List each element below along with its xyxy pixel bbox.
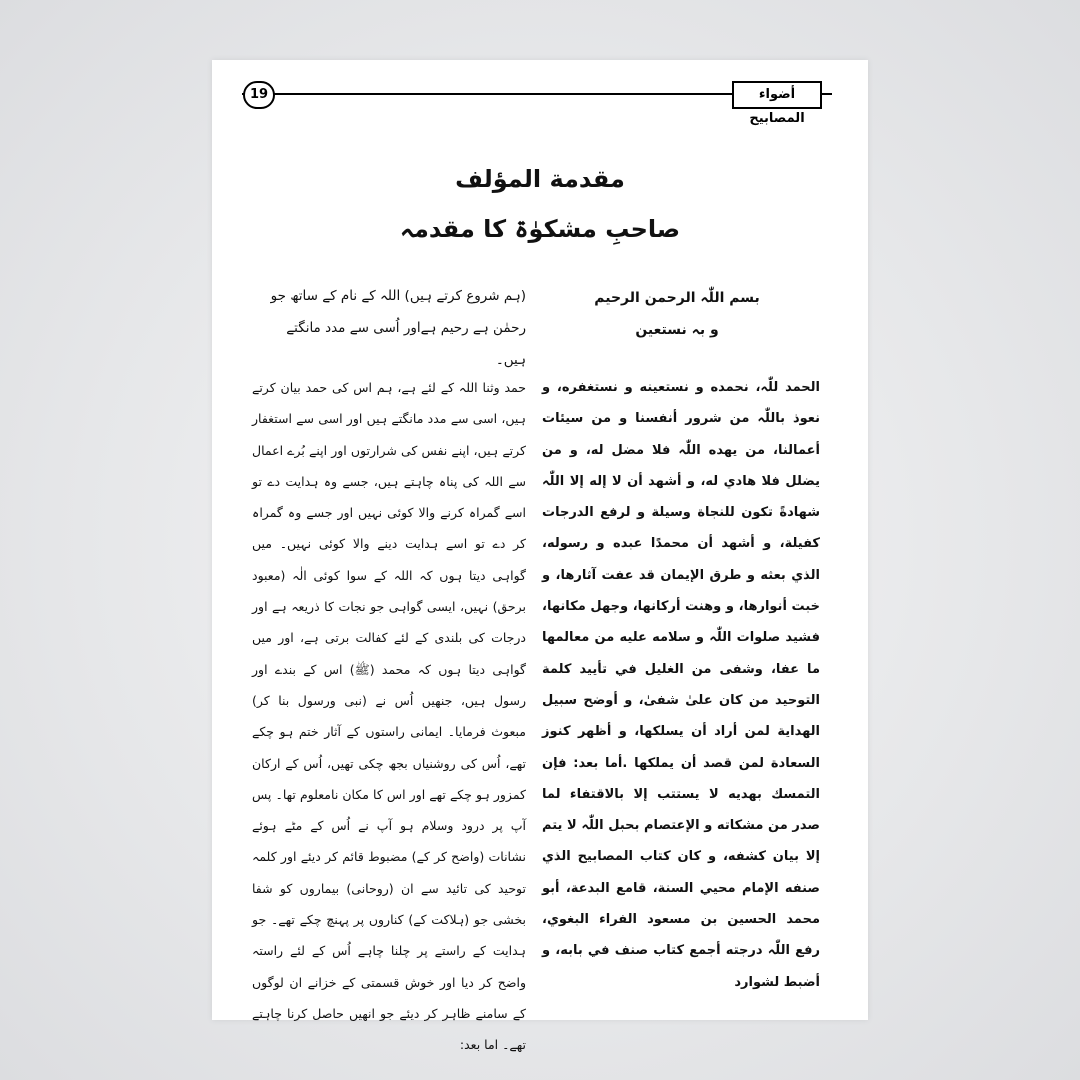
urdu-basmala-translation: (ہم شروع کرتے ہیں) اللہ کے نام کے ساتھ جو رحمٰن ہے رحیم ہےاور اُسی سے مدد مانگتے ہیں۔ xyxy=(270,288,526,368)
arabic-chapter-title: مقدمة المؤلف xyxy=(455,165,625,193)
basmala-block xyxy=(542,282,812,346)
arabic-paragraph: الحمد للّٰہ، نحمده و نستعینه و نستغفره، و نعوذ باللّٰہ من شرور أنفسنا و من سیئات أعمالنا، من یهده اللّٰہ فلا مضل له، و من یضلل فلا هادي له، و أشهد أن لا إله إلا اللّٰہ شهادةً تکون للنجاة وسیلة و لرفع الدرجات کفیلة، و أشهد أن محمدًا عبده و رسوله، الذي بعثه و طرق الإیمان قد عفت آثارها، و خبت أنوارها، و وهنت أرکانها، وجهل مکانها، فشید صلوات اللّٰہ و سلامه علیه من معالمها ما عفا، وشفی من الغلیل في تأیید کلمة التوحید من کان علیٰ شفیٰ، و أوضح سبیل الهدایة لمن أراد أن یسلکها، و أظهر کنوز السعادة لمن قصد أن یملکها .أما بعد: فإن التمسك بهدیه لا یستتب إلا بالاقتفاء لما صدر من مشکاته و الإعتصام بحبل اللّٰہ لا یتم إلا بیان کشفه، و کان کتاب المصابیح الذي صنفه الإمام محیي السنة، قامع البدعة، أبو محمد الحسین بن مسعود الفراء البغوي، رفع اللّٰہ درجته أجمع کتاب صنف في بابه، و أضبط لشوارد xyxy=(542,380,820,990)
arabic-text-column xyxy=(542,372,820,998)
urdu-chapter-title: صاحبِ مشکوٰۃ کا مقدمہ xyxy=(399,215,681,243)
page-number: 19 xyxy=(243,81,275,109)
book-page xyxy=(212,60,868,1053)
urdu-text-column xyxy=(252,372,526,1061)
basmala-line: بسم اللّٰہ الرحمن الرحیم xyxy=(594,290,760,306)
book-title-box: أضواء المصابيح xyxy=(732,81,822,109)
basmala-subline: و بہ نستعین xyxy=(635,322,719,338)
urdu-paragraph: حمد وثنا اللہ کے لئے ہے، ہم اس کی حمد بیان کرتے ہیں، اسی سے مدد مانگتے ہیں اور اسی سے استغفار کرتے ہیں، اپنے نفس کی شرارتوں اور اپنے بُرے اعمال سے اللہ کی پناہ چاہتے ہیں، جسے وہ ہدایت دے تو اسے گمراہ کرنے والا کوئی نہیں اور جسے وہ گمراہ کر دے تو اسے ہدایت دینے والا کوئی نہیں۔ میں گواہی دیتا ہوں کہ اللہ کے سوا کوئی الٰہ (معبود برحق) نہیں، ایسی گواہی جو نجات کا ذریعہ ہے اور درجات کی بلندی کے لئے کفالت برتی ہے، اور میں گواہی دیتا ہوں کہ محمد (ﷺ) اس کے بندے اور رسول ہیں، جنھیں اُس نے (نبی ورسول بنا کر) مبعوث فرمایا۔ ایمانی راستوں کے آثار ختم ہو چکے تھے، اُس کی روشنیاں بجھ چکی تھیں، اُس کے ارکان کمزور ہو چکے تھے اور اس کا مکان نامعلوم تھا۔ پس آپ پر درود وسلام ہو آپ نے اُس کے مٹے ہوئے نشانات (واضح کر کے) مضبوط قائم کر دیئے اور کلمہ توحید کی تائید سے ان (روحانی) بیماروں کو شفا بخشی جو (ہلاکت کے) کناروں پر پہنچ چکے تھے۔ جو ہدایت کے راستے پر چلنا چاہے اُس کے لئے راستہ واضح کر دیا اور خوش قسمتی کے خزانے ان لوگوں کے سامنے ظاہر کر دیئے جو انھیں حاصل کرنا چاہتے تھے۔ اما بعد: xyxy=(252,380,526,1053)
